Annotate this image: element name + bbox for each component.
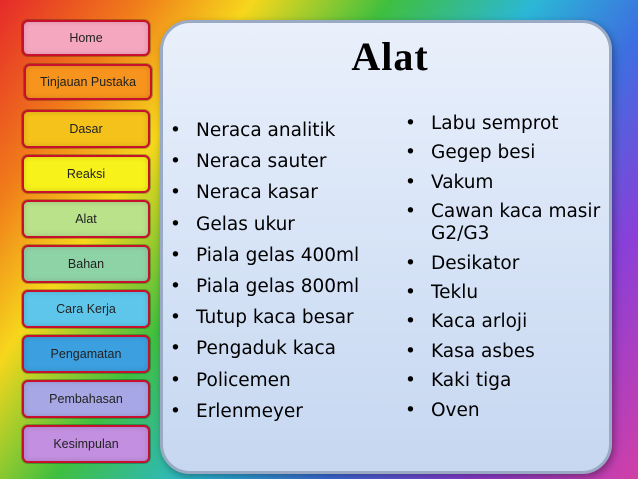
equipment-list-right bbox=[405, 113, 610, 429]
list-item: • Vakum bbox=[405, 172, 610, 194]
nav-home-button[interactable]: Home bbox=[22, 20, 150, 56]
nav-dasar-button[interactable]: Dasar bbox=[22, 110, 150, 148]
nav-bahan-button[interactable]: Bahan bbox=[22, 245, 150, 283]
list-item: • Policemen bbox=[170, 365, 359, 396]
nav-pengamatan-button[interactable]: Pengamatan bbox=[22, 335, 150, 373]
list-item: • Piala gelas 800ml bbox=[170, 271, 359, 302]
nav-tinjauan-pustaka-button[interactable]: Tinjauan Pustaka bbox=[24, 64, 152, 100]
list-item: • Neraca kasar bbox=[170, 177, 359, 208]
list-item: • Tutup kaca besar bbox=[170, 302, 359, 333]
nav-pembahasan-button[interactable]: Pembahasan bbox=[22, 380, 150, 418]
list-item: • Kaca arloji bbox=[405, 311, 610, 333]
list-item: • Desikator bbox=[405, 253, 610, 275]
page-title: Alat bbox=[351, 34, 429, 79]
nav-cara-kerja-button[interactable]: Cara Kerja bbox=[22, 290, 150, 328]
list-item: • Gegep besi bbox=[405, 142, 610, 164]
list-item: • Kasa asbes bbox=[405, 341, 610, 363]
nav-alat-button[interactable]: Alat bbox=[22, 200, 150, 238]
list-item: • Oven bbox=[405, 400, 610, 422]
list-item: • Pengaduk kaca bbox=[170, 333, 359, 364]
list-item: • Neraca analitik bbox=[170, 115, 359, 146]
equipment-list-left bbox=[170, 115, 359, 427]
list-item: • Labu semprot bbox=[405, 113, 610, 135]
list-item: • Gelas ukur bbox=[170, 209, 359, 240]
list-item: • Erlenmeyer bbox=[170, 396, 359, 427]
nav-kesimpulan-button[interactable]: Kesimpulan bbox=[22, 425, 150, 463]
list-item: • Teklu bbox=[405, 282, 610, 304]
list-item: • Neraca sauter bbox=[170, 146, 359, 177]
list-item: • Cawan kaca masir G2/G3 bbox=[405, 201, 610, 245]
nav-reaksi-button[interactable]: Reaksi bbox=[22, 155, 150, 193]
list-item: • Piala gelas 400ml bbox=[170, 240, 359, 271]
list-item: • Kaki tiga bbox=[405, 370, 610, 392]
